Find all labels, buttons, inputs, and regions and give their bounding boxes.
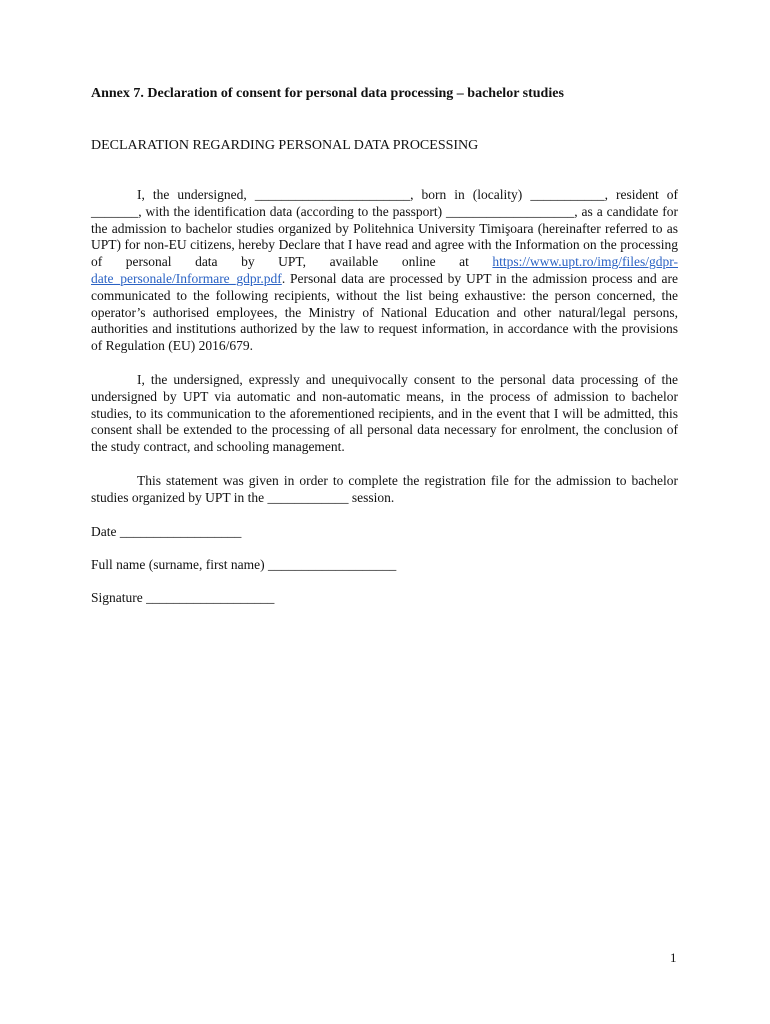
gdpr-info-link[interactable]: https://www.upt.ro/img/files/gdpr-date_personale/Informare_gdpr.pdf xyxy=(91,254,678,286)
document-body xyxy=(91,86,678,606)
signature-field: Signature ___________________ xyxy=(91,589,275,605)
paragraph-consent: I, the undersigned, expressly and unequivocally consent to the personal data processing of the undersigned by UPT via automatic and non-automatic means, in the process of admission to bachelor studies, to its communication to the aforementioned recipients, and in the event that I will be admitted, this consent shall be extended to the processing of all personal data necessary for enrolment, the conclusion of the study contract, and schooling management. xyxy=(91,371,678,455)
annex-title: Annex 7. Declaration of consent for personal data processing – bachelor studies xyxy=(91,86,564,101)
paragraph-text: I, the undersigned, _______________________, born in (locality) ___________, resident of _______, with the identification data (according to the passport) ___________________, as a candidate for the admission to bachelor studies organized by Politehnica University Timişoara (hereinafter referred to as UPT) for non-EU citizens, hereby Declare that I have read and agree with the Information on the processing of personal data by UPT, available online at xyxy=(91,187,678,270)
date-field: Date __________________ xyxy=(91,523,242,539)
paragraph-statement: This statement was given in order to complete the registration file for the admission to bachelor studies organized by UPT in the ____________ session. xyxy=(91,472,678,505)
paragraph-text: . Personal data are processed by UPT in the admission process and are communicated to the following recipients, without the list being exhaustive: the person concerned, the operator’s authorised employees, the Ministry of National Education and other natural/legal persons, authorities and institutions authorized by the law to request information, in accordance with the provisions of Regulation (EU) 2016/679. xyxy=(91,270,678,354)
declaration-heading: DECLARATION REGARDING PERSONAL DATA PROCESSING xyxy=(91,138,479,153)
full-name-field: Full name (surname, first name) ___________________ xyxy=(91,556,397,572)
paragraph-consent-info xyxy=(91,187,678,355)
page-number: 1 xyxy=(670,950,677,965)
